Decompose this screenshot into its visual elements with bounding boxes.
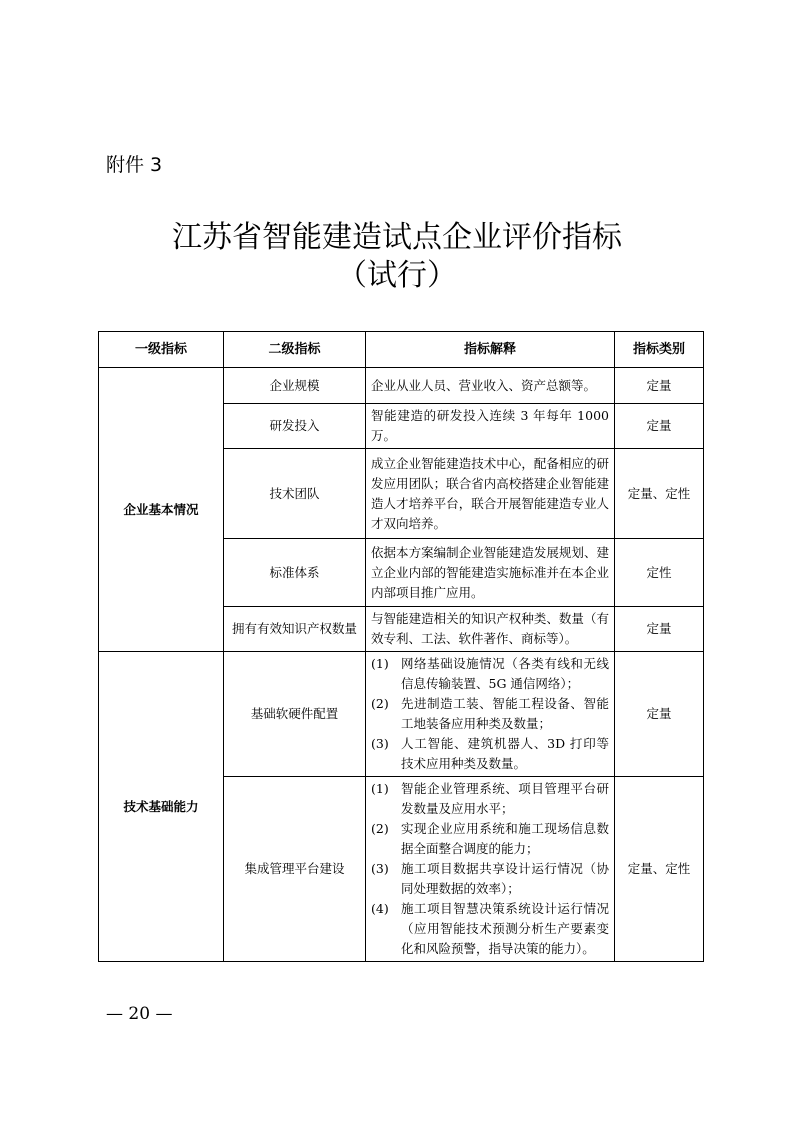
type-cell: 定量 [615, 404, 704, 449]
list-item: (2) 实现企业应用系统和施工现场信息数据全面整合调度的能力； [371, 821, 609, 856]
list-item: (2) 先进制造工装、智能工程设备、智能工地装备应用种类及数量； [371, 696, 609, 731]
list-item: (1) 网络基础设施情况（各类有线和无线信息传输装置、5G 通信网络）； [371, 656, 609, 691]
table-row [99, 368, 704, 404]
level2-cell: 研发投入 [224, 404, 366, 449]
type-cell: 定量 [615, 607, 704, 652]
evaluation-table [98, 331, 704, 962]
list-item: (3) 施工项目数据共享设计运行情况（协同处理数据的效率）； [371, 861, 609, 896]
header-level2: 二级指标 [224, 332, 366, 368]
level2-cell: 集成管理平台建设 [224, 777, 366, 962]
level2-cell: 拥有有效知识产权数量 [224, 607, 366, 652]
explain-cell: 智能建造的研发投入连续 3 年每年 1000 万。 [366, 404, 615, 449]
list-item: (1) 智能企业管理系统、项目管理平台研发数量及应用水平； [371, 781, 609, 816]
explain-cell: 与智能建造相关的知识产权种类、数量（有效专利、工法、软件著作、商标等）。 [366, 607, 615, 652]
level2-cell: 技术团队 [224, 449, 366, 539]
header-explain: 指标解释 [366, 332, 615, 368]
header-type: 指标类别 [615, 332, 704, 368]
type-cell: 定量、定性 [615, 449, 704, 539]
level2-cell: 企业规模 [224, 368, 366, 404]
explain-cell [366, 777, 615, 962]
level1-cell: 技术基础能力 [99, 652, 224, 962]
header-level1: 一级指标 [99, 332, 224, 368]
table-row [99, 652, 704, 777]
explain-cell: 依据本方案编制企业智能建造发展规划、建立企业内部的智能建造实施标准并在本企业内部项目推广应用。 [366, 539, 615, 607]
document-title: 江苏省智能建造试点企业评价指标 [172, 220, 622, 255]
document-subtitle: （试行） [337, 258, 457, 293]
type-cell: 定量 [615, 652, 704, 777]
type-cell: 定量、定性 [615, 777, 704, 962]
type-cell: 定性 [615, 539, 704, 607]
explain-cell: 成立企业智能建造技术中心，配备相应的研发应用团队；联合省内高校搭建企业智能建造人才培养平台，联合开展智能建造专业人才双向培养。 [366, 449, 615, 539]
level2-cell: 标准体系 [224, 539, 366, 607]
explain-cell: 企业从业人员、营业收入、资产总额等。 [366, 368, 615, 404]
type-cell: 定量 [615, 368, 704, 404]
table-header-row [99, 332, 704, 368]
explain-cell [366, 652, 615, 777]
level2-cell: 基础软硬件配置 [224, 652, 366, 777]
list-item: (3) 人工智能、建筑机器人、3D 打印等技术应用种类及数量。 [371, 736, 609, 771]
list-item: (4) 施工项目智慧决策系统设计运行情况（应用智能技术预测分析生产要素变化和风险预警，指导决策的能力）。 [371, 901, 609, 956]
page-number: — 20 — [106, 1004, 173, 1024]
level1-cell: 企业基本情况 [99, 368, 224, 652]
attachment-label: 附件 3 [106, 154, 163, 176]
